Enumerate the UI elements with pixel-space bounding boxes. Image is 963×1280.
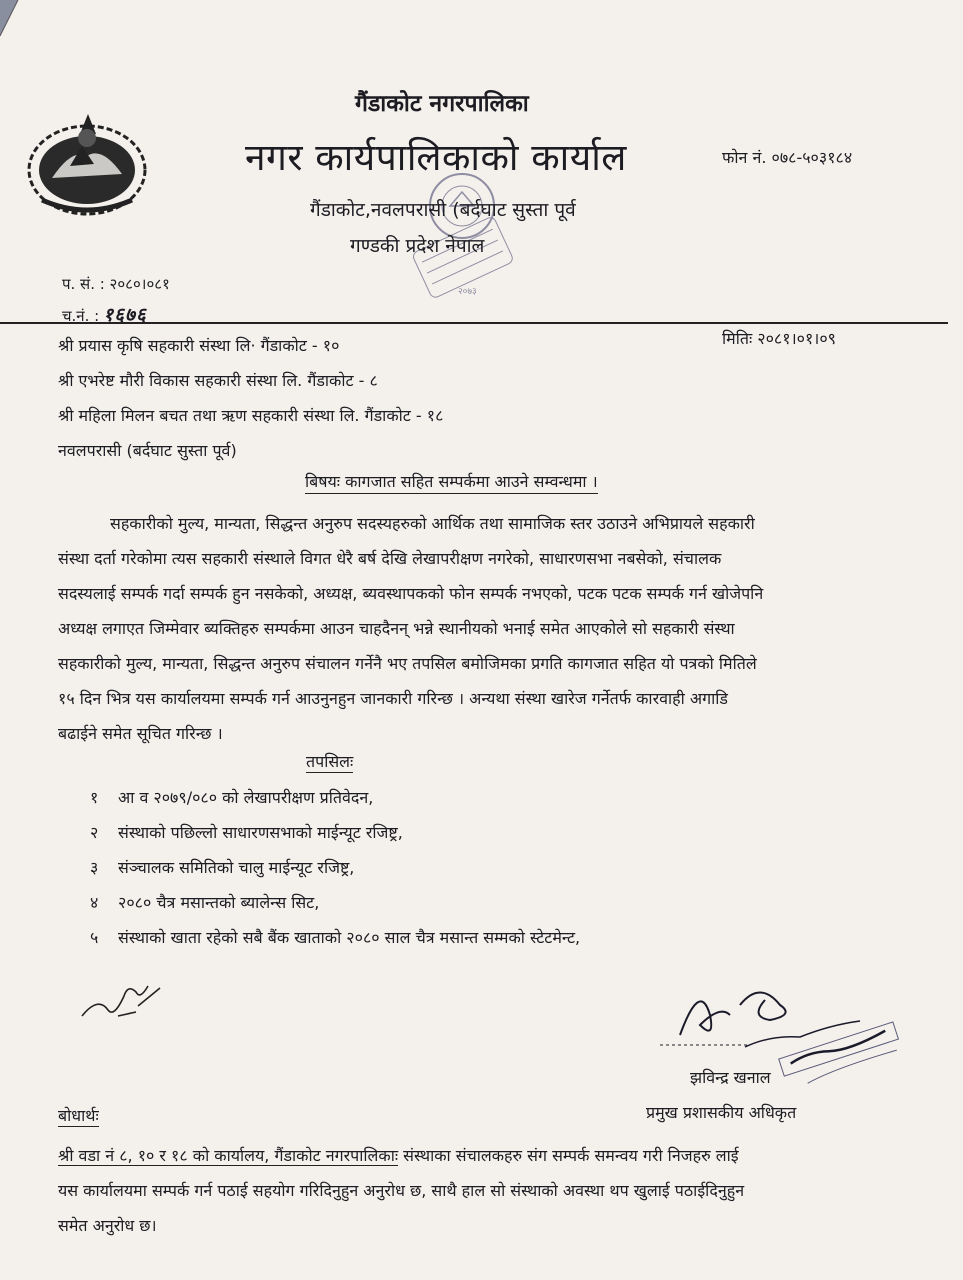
officer-title: प्रमुख प्रशासकीय अधिकृत <box>646 1103 797 1122</box>
body-line: सहकारीको मुल्य, मान्यता, सिद्धन्त अनुरुप सदस्यहरुको आर्थिक तथा सामाजिक स्तर उठाउने अभिप्रायले सहकारी <box>110 514 755 533</box>
cc-line-1-text: संस्थाका संचालकहरु संग सम्पर्क समन्वय गरी निजहरु लाई <box>398 1146 739 1165</box>
initials-signature <box>78 966 168 1026</box>
body-line: संस्था दर्ता गरेकोमा त्यस सहकारी संस्थाले विगत धेरै बर्ष देखि लेखापरीक्षण नगरेको, साधारणसभा नबसेको, संचालक <box>58 549 722 568</box>
letter-date: मितिः २०८१।०१।०९ <box>722 329 836 348</box>
municipality-name: गैंडाकोट नगरपालिका <box>355 91 529 117</box>
schedule-item-text: संस्थाको खाता रहेको सबै बैंक खाताको २०८० साल चैत्र मसान्त सम्मको स्टेटमेन्ट, <box>118 928 581 947</box>
cc-recipient: श्री वडा नं ८, १० र १८ को कार्यालय, गैंडाकोट नगरपालिकाः <box>58 1146 399 1165</box>
page-corner-fold <box>0 0 60 40</box>
body-line: सदस्यलाई सम्पर्क गर्दा सम्पर्क हुन नसकेको, अध्यक्ष, ब्यवस्थापकको फोन सम्पर्क नभएको, पटक पटक सम्पर्क गर्न खोजेपनि <box>58 584 764 603</box>
schedule-item-number: २ <box>90 823 99 842</box>
addressee-line: नवलपरासी (बर्दघाट सुस्ता पूर्व) <box>58 441 237 460</box>
addressee-line: श्री एभरेष्ट मौरी विकास सहकारी संस्था लि. गैंडाकोट - ८ <box>58 371 378 390</box>
header-divider <box>0 322 948 324</box>
address-line-1: गैंडाकोट,नवलपरासी (बर्दघाट सुस्ता पूर्व <box>310 199 576 221</box>
officer-name: झविन्द्र खनाल <box>690 1068 771 1087</box>
schedule-item-text: २०८० चैत्र मसान्तको ब्यालेन्स सिट, <box>118 893 320 912</box>
schedule-item-number: १ <box>90 788 99 807</box>
cc-line: यस कार्यालयमा सम्पर्क गर्न पठाई सहयोग गरिदिनुहुन अनुरोध छ, साथै हाल सो संस्थाको अवस्था थप खुलाई पठाईदिनुहुन <box>58 1181 745 1200</box>
nepal-emblem-icon <box>22 108 152 220</box>
reference-number: प. सं. : २०८०।०८१ <box>62 275 170 293</box>
body-line: बढाईने समेत सूचित गरिन्छ । <box>58 724 223 743</box>
addressee-line: श्री महिला मिलन बचत तथा ऋण सहकारी संस्था लि. गैंडाकोट - १८ <box>58 406 444 425</box>
phone-number: फोन नं. ०७८-५०३१८४ <box>722 148 853 167</box>
address-line-2: गण्डकी प्रदेश नेपाल <box>350 235 485 257</box>
body-paragraph <box>58 506 918 751</box>
schedule-item-text: आ व २०७९/०८० को लेखापरीक्षण प्रतिवेदन, <box>118 788 374 807</box>
cc-heading: बोधार्थः <box>58 1106 99 1125</box>
cc-line <box>58 1138 918 1173</box>
schedule-item-number: ५ <box>90 928 99 947</box>
body-line: अध्यक्ष लगाएत जिम्मेवार ब्यक्तिहरु सम्पर्कमा आउन चाहदैनन् भन्ने स्थानीयको भनाई समेत आएकोले सो सहकारी संस्था <box>58 619 735 638</box>
subject-line: बिषयः कागजात सहित सम्पर्कमा आउने सम्वन्धमा । <box>305 470 598 494</box>
office-title: नगर कार्यपालिकाको कार्याल <box>245 136 627 179</box>
schedule-heading: तपसिलः <box>306 752 354 771</box>
schedule-item-number: ३ <box>90 858 99 877</box>
cc-paragraph <box>58 1138 918 1243</box>
body-line: सहकारीको मुल्य, मान्यता, सिद्धन्त अनुरुप संचालन गर्नेनै भए तपसिल बमोजिमका प्रगति कागजात सहित यो पत्रको मितिले <box>58 654 757 673</box>
dispatch-value: १६७६ <box>103 304 147 326</box>
stamp-year: २०७३ <box>458 287 477 297</box>
addressee-line: श्री प्रयास कृषि सहकारी संस्था लि· गैंडाकोट - १० <box>58 336 340 355</box>
schedule-item-number: ४ <box>90 893 99 912</box>
schedule-item-text: संञ्चालक समितिको चालु माईन्यूट रजिष्ट्र, <box>118 858 355 877</box>
schedule-item-text: संस्थाको पछिल्लो साधारणसभाको माईन्यूट रजिष्ट्र, <box>118 823 403 842</box>
cc-line: समेत अनुरोध छ। <box>58 1216 157 1235</box>
body-line: १५ दिन भित्र यस कार्यालयमा सम्पर्क गर्न आउनुनहुन जानकारी गरिन्छ । अन्यथा संस्था खारेज गर्नेतर्फ कारवाही अगाडि <box>58 689 728 708</box>
dispatch-label: च.नं. : <box>62 307 100 325</box>
